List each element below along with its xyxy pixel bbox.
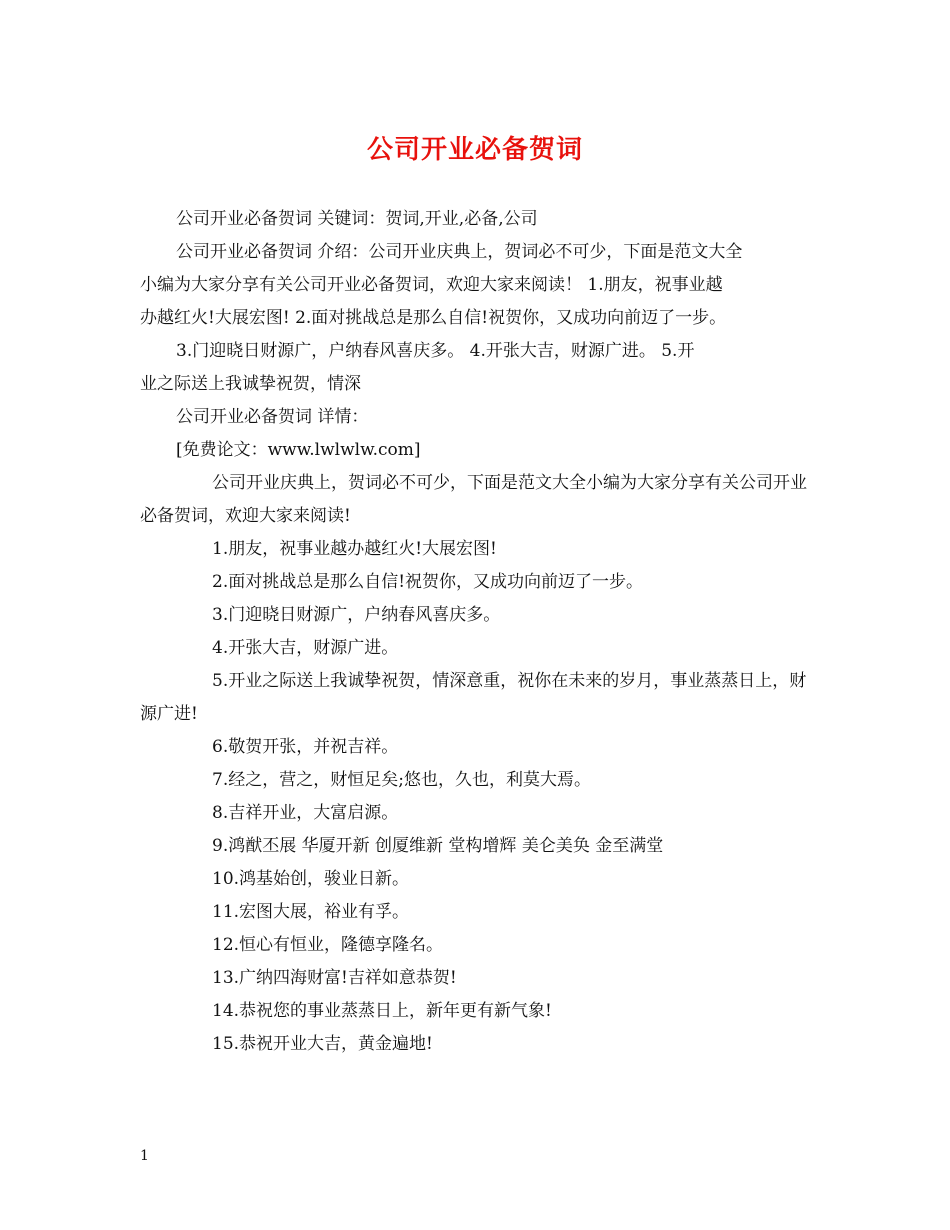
list-item: 7.经之，营之，财恒足矣;悠也，久也，利莫大焉。 (212, 770, 591, 790)
details-label: 公司开业必备贺词 详情： (176, 407, 369, 427)
list-item: 5.开业之际送上我诚挚祝贺，情深意重，祝你在未来的岁月，事业蒸蒸日上，财源广进! (140, 671, 807, 724)
intro-line-2: 小编为大家分享有关公司开业必备贺词，欢迎大家来阅读！ 1.朋友，祝事业越 (140, 275, 723, 295)
list-item: 9.鸿猷丕展 华厦开新 创厦维新 堂构增辉 美仑美奂 金至满堂 (212, 836, 664, 856)
list-item: 15.恭祝开业大吉，黄金遍地! (212, 1034, 433, 1054)
document-title: 公司开业必备贺词 (366, 135, 583, 165)
page-number: 1 (140, 1148, 149, 1164)
list-item: 4.开张大吉，财源广进。 (212, 638, 399, 658)
document-body (140, 203, 820, 1061)
intro-line-1: 公司开业必备贺词 介绍：公司开业庆典上，贺词必不可少，下面是范文大全 (176, 242, 743, 262)
intro-line-5: 业之际送上我诚挚祝贺，情深 (140, 374, 361, 394)
lead-paragraph: 公司开业庆典上，贺词必不可少，下面是范文大全小编为大家分享有关公司开业必备贺词，欢迎大家来阅读! (140, 473, 807, 526)
list-item: 12.恒心有恒业，隆德享隆名。 (212, 935, 444, 955)
intro-line-3: 办越红火!大展宏图! 2.面对挑战总是那么自信!祝贺你，又成功向前迈了一步。 (140, 308, 727, 328)
source-link: [免费论文：www.lwlwlw.com] (176, 440, 421, 460)
intro-line-4: 3.门迎晓日财源广，户纳春风喜庆多。 4.开张大吉，财源广进。 5.开 (176, 341, 695, 361)
keywords-line: 公司开业必备贺词 关键词：贺词,开业,必备,公司 (176, 209, 538, 229)
list-item: 10.鸿基始创，骏业日新。 (212, 869, 410, 889)
list-item: 6.敬贺开张，并祝吉祥。 (212, 737, 399, 757)
list-item: 13.广纳四海财富!吉祥如意恭贺! (212, 968, 457, 988)
list-item: 14.恭祝您的事业蒸蒸日上，新年更有新气象! (212, 1001, 552, 1021)
list-item: 8.吉祥开业，大富启源。 (212, 803, 399, 823)
list-item: 11.宏图大展，裕业有孚。 (212, 902, 410, 922)
list-item: 3.门迎晓日财源广，户纳春风喜庆多。 (212, 605, 501, 625)
list-item: 1.朋友，祝事业越办越红火!大展宏图! (212, 539, 497, 559)
list-item: 2.面对挑战总是那么自信!祝贺你，又成功向前迈了一步。 (212, 572, 644, 592)
